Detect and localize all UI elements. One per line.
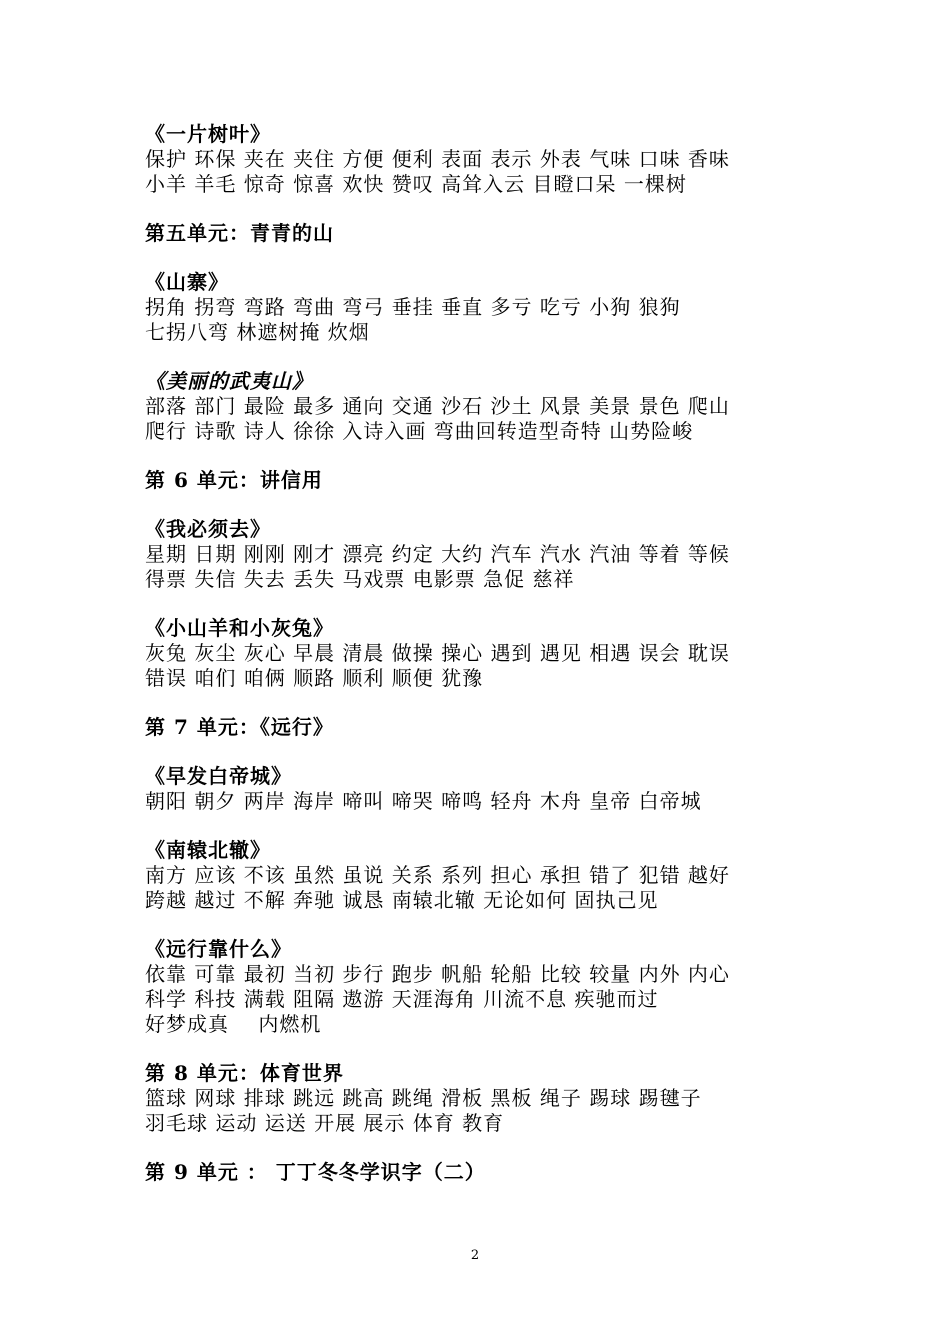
unit-heading-6: 第 6 单元：讲信用 [145, 468, 323, 492]
unit-heading-8: 第 8 单元：体育世界 [145, 1061, 344, 1085]
vocab-line: 科学 科技 满载 阻隔 遨游 天涯海角 川流不息 疾驰而过 [145, 987, 659, 1011]
lesson-title-yipian-shuye: 《一片树叶》 [145, 122, 271, 146]
vocab-line: 拐角 拐弯 弯路 弯曲 弯弓 垂挂 垂直 多亏 吃亏 小狗 狼狗 [145, 295, 681, 319]
lesson-title-xiaoshanyang: 《小山羊和小灰兔》 [145, 616, 334, 640]
vocab-line: 爬行 诗歌 诗人 徐徐 入诗入画 弯曲回转造型奇特 山势险峻 [145, 419, 694, 443]
vocab-line: 羽毛球 运动 运送 开展 展示 体育 教育 [145, 1111, 505, 1135]
lesson-title-yuanxing-kao-shenme: 《远行靠什么》 [145, 937, 292, 961]
lesson-title-shanzhai: 《山寨》 [145, 270, 229, 294]
vocab-line: 篮球 网球 排球 跳远 跳高 跳绳 滑板 黑板 绳子 踢球 踢毽子 [145, 1086, 702, 1110]
vocab-line: 跨越 越过 不解 奔驰 诚恳 南辕北辙 无论如何 固执己见 [145, 888, 659, 912]
unit-heading-9: 第 9 单元 ： 丁丁冬冬学识字（二） [145, 1160, 486, 1184]
lesson-title-nanyuan-beizhe: 《南辕北辙》 [145, 838, 271, 862]
vocab-line: 灰兔 灰尘 灰心 早晨 清晨 做操 操心 遇到 遇见 相遇 误会 耽误 [145, 641, 730, 665]
vocab-line: 保护 环保 夹在 夹住 方便 便利 表面 表示 外表 气味 口味 香味 [145, 147, 730, 171]
vocab-line: 错误 咱们 咱俩 顺路 顺利 顺便 犹豫 [145, 666, 484, 690]
vocab-line: 星期 日期 刚刚 刚才 漂亮 约定 大约 汽车 汽水 汽油 等着 等候 [145, 542, 730, 566]
vocab-line: 七拐八弯 林遮树掩 炊烟 [145, 320, 370, 344]
unit-heading-5: 第五单元：青青的山 [145, 221, 334, 245]
vocab-line: 部落 部门 最险 最多 通向 交通 沙石 沙土 风景 美景 景色 爬山 [145, 394, 730, 418]
page-number: 2 [470, 1248, 480, 1263]
vocab-line: 得票 失信 失去 丢失 马戏票 电影票 急促 慈祥 [145, 567, 575, 591]
vocab-line: 小羊 羊毛 惊奇 惊喜 欢快 赞叹 高耸入云 目瞪口呆 一棵树 [145, 172, 687, 196]
vocab-line: 好梦成真 内燃机 [145, 1012, 322, 1036]
document-body [145, 122, 825, 1185]
lesson-title-zaofa-baidicheng: 《早发白帝城》 [145, 764, 292, 788]
vocab-line: 依靠 可靠 最初 当初 步行 跑步 帆船 轮船 比较 较量 内外 内心 [145, 962, 730, 986]
lesson-title-wo-bixu-qu: 《我必须去》 [145, 517, 271, 541]
lesson-title-wuyishan: 《美丽的武夷山》 [145, 369, 313, 393]
vocab-line: 朝阳 朝夕 两岸 海岸 啼叫 啼哭 啼鸣 轻舟 木舟 皇帝 白帝城 [145, 789, 702, 813]
unit-heading-7: 第 7 单元：《远行》 [145, 715, 334, 739]
vocab-line: 南方 应该 不该 虽然 虽说 关系 系列 担心 承担 错了 犯错 越好 [145, 863, 730, 887]
